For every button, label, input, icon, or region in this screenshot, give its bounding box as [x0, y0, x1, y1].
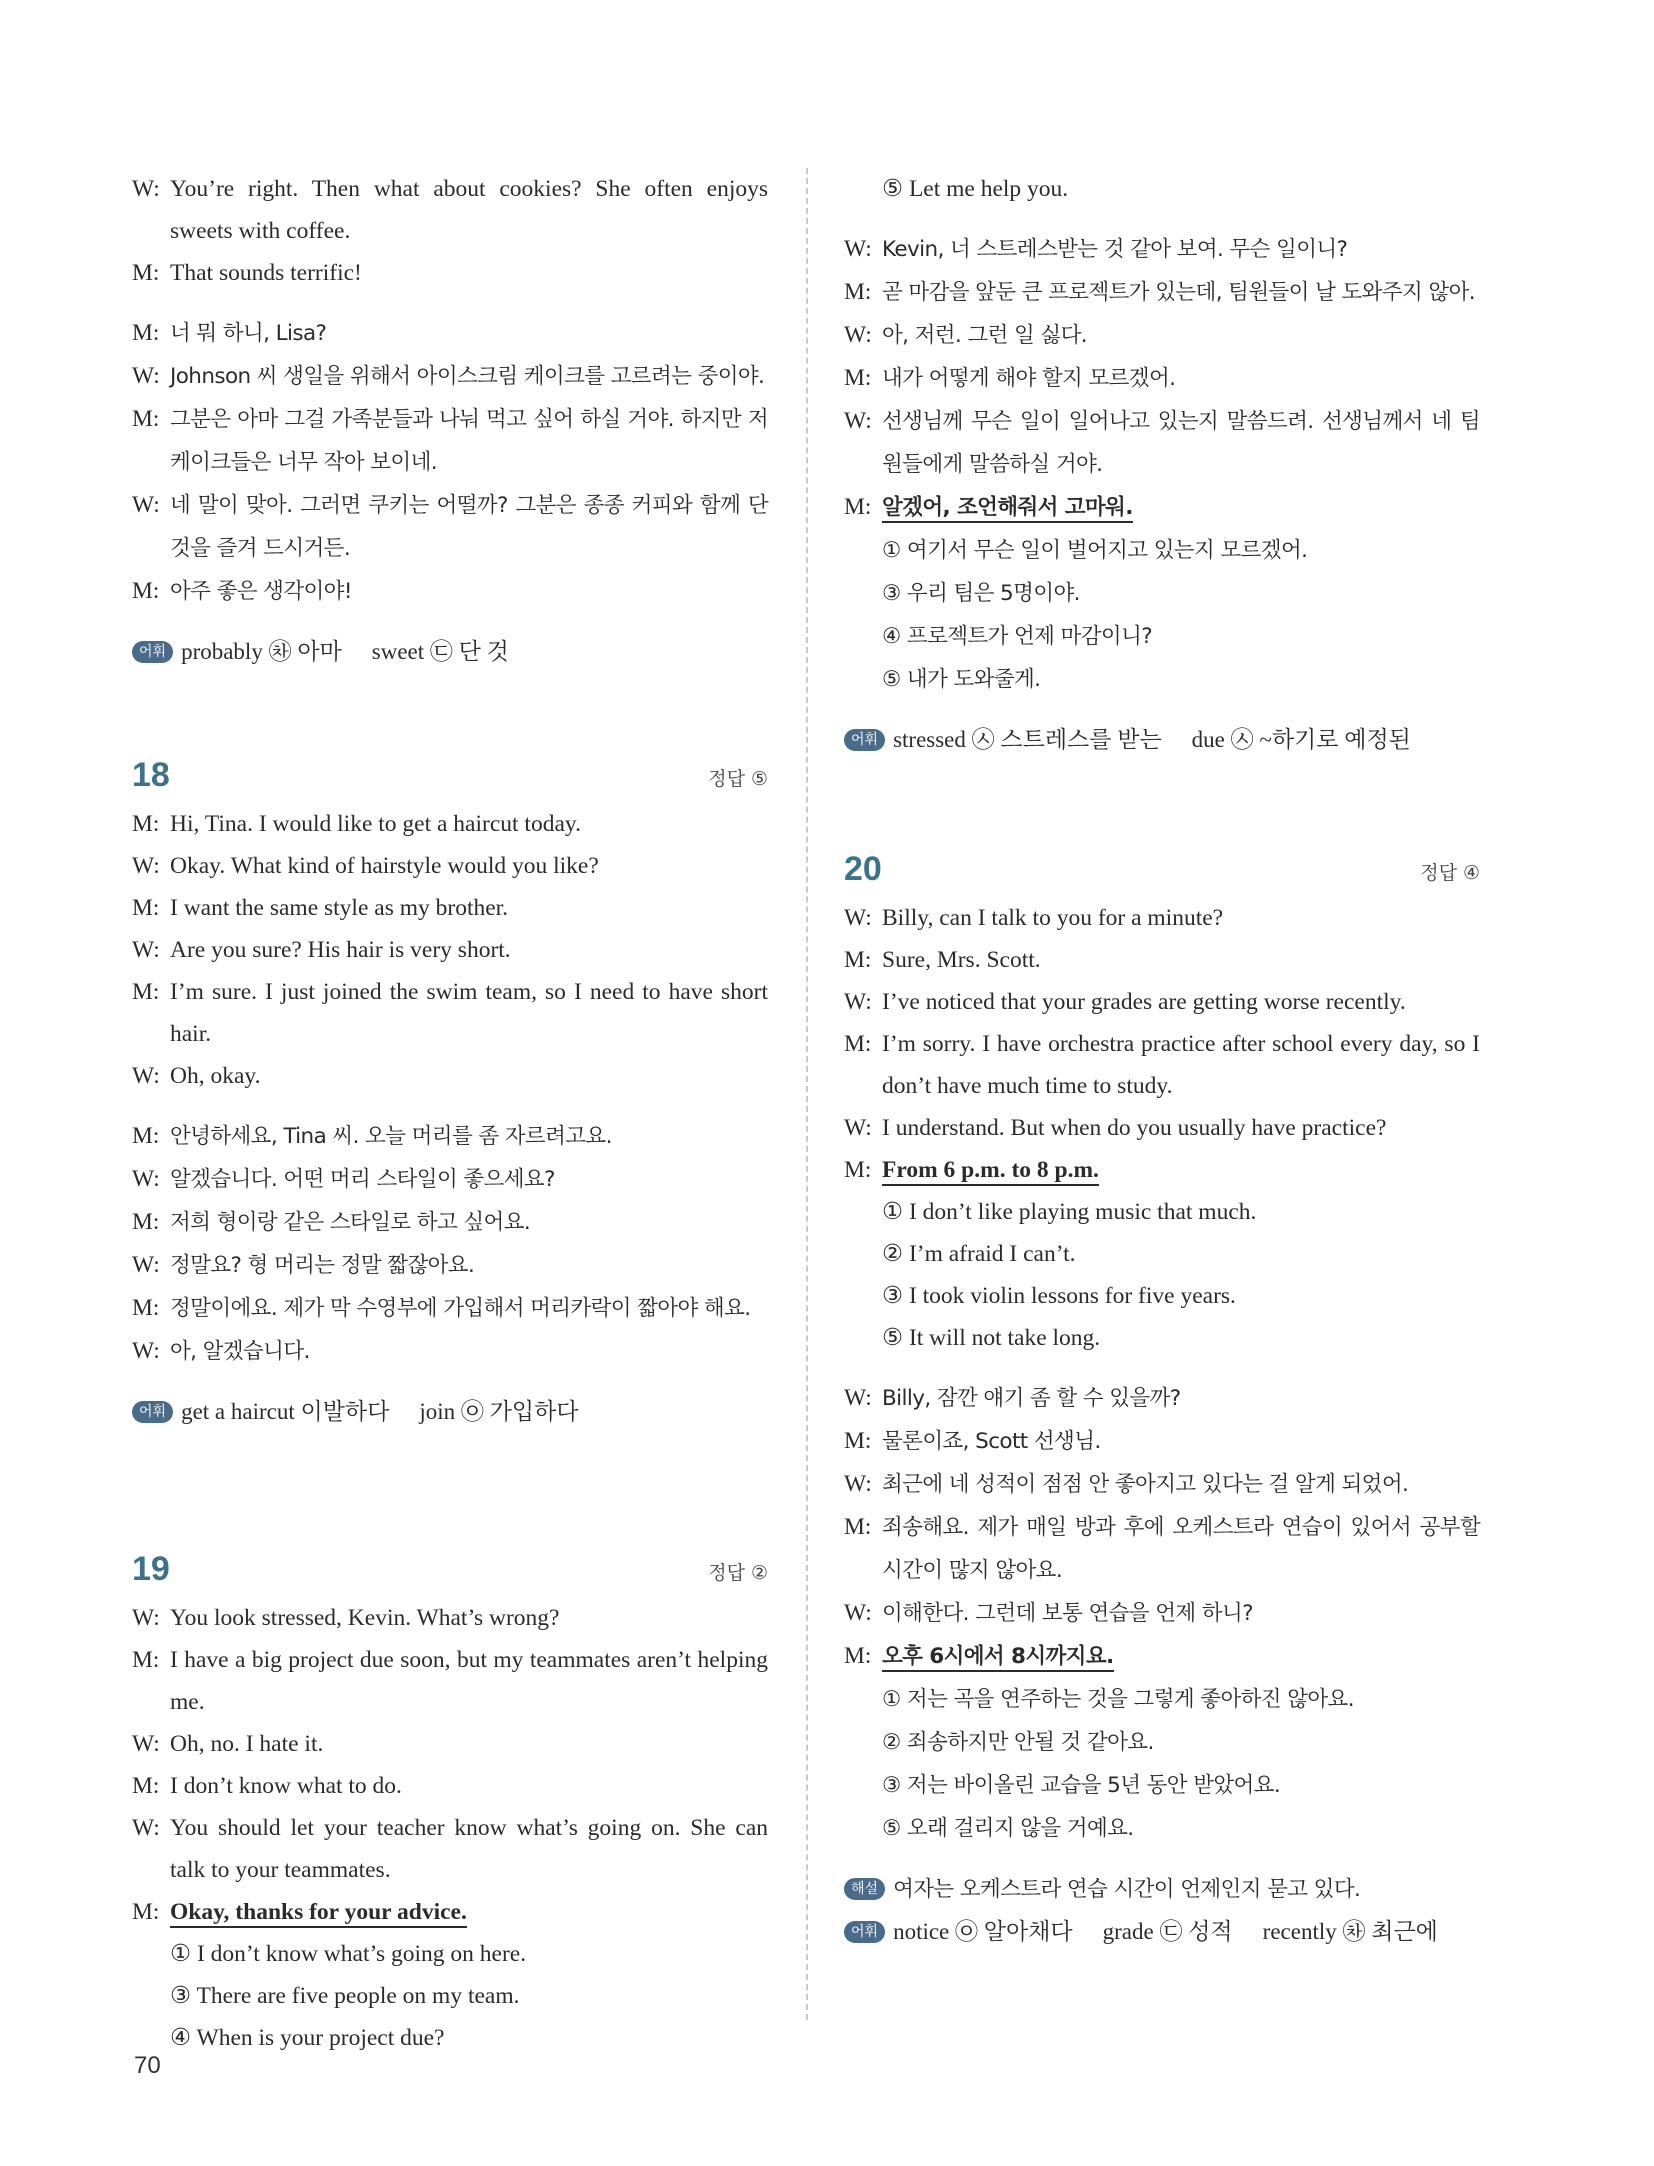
q20-korean-dialogue	[844, 1377, 1480, 1850]
dialogue-line: W: Okay. What kind of hairstyle would you like?	[132, 853, 599, 879]
choice-item: ⑤ 내가 도와줄게.	[882, 667, 1041, 692]
answer-line: M: 오후 6시에서 8시까지요.	[844, 1635, 1480, 1678]
dialogue-line: W: You’re right. Then what about cookies? She often enjoys sweets with coffee.	[132, 176, 768, 244]
choice-item: ⑤ It will not take long.	[882, 1325, 1101, 1351]
question-number: 19	[132, 1550, 170, 1588]
question-number: 20	[844, 850, 882, 888]
dialogue-line: M: 너 뭐 하니, Lisa?	[132, 320, 327, 346]
dialogue-line: W: I’ve noticed that your grades are getting worse recently.	[844, 989, 1406, 1015]
explanation-tag: 해설	[844, 1878, 885, 1900]
choice-item: ① 저는 곡을 연주하는 것을 그렇게 좋아하진 않아요.	[882, 1687, 1354, 1712]
dialogue-line: W: 이해한다. 그런데 보통 연습을 언제 하니?	[844, 1600, 1253, 1626]
answer-key: 정답 ⑤	[708, 768, 768, 790]
vocab-tag: 어휘	[132, 1401, 173, 1423]
dialogue-line: M: 정말이에요. 제가 막 수영부에 가입해서 머리카락이 짧아야 해요.	[132, 1295, 751, 1321]
choice-item: ② 죄송하지만 안될 것 같아요.	[882, 1730, 1154, 1755]
vocab-row: 어휘 get a haircut 이발하다 join ㉧ 가입하다	[132, 1391, 768, 1433]
column-divider	[806, 168, 808, 2020]
intro-korean-dialogue	[132, 312, 768, 613]
right-column	[844, 168, 1480, 1953]
dialogue-line: M: That sounds terrific!	[132, 260, 362, 286]
choice-item: ③ 우리 팀은 5명이야.	[882, 581, 1080, 606]
choice-item: ④ 프로젝트가 언제 마감이니?	[882, 624, 1153, 649]
dialogue-line: W: Billy, can I talk to you for a minute?	[844, 905, 1224, 931]
question-number: 18	[132, 756, 170, 794]
q19-continued	[844, 168, 1480, 210]
choice-item: ③ There are five people on my team.	[170, 1983, 520, 2009]
choice-item: ① I don’t like playing music that much.	[882, 1199, 1257, 1225]
dialogue-line: M: 그분은 아마 그걸 가족분들과 나눠 먹고 싶어 하실 거야. 하지만 저 케이크들은 너무 작아 보이네.	[132, 406, 768, 475]
dialogue-line: W: 네 말이 맞아. 그러면 쿠키는 어떨까? 그분은 종종 커피와 함께 단 것을 즐겨 드시거든.	[132, 492, 768, 561]
dialogue-line: W: 정말요? 형 머리는 정말 짧잖아요.	[132, 1252, 475, 1278]
dialogue-line: M: 곧 마감을 앞둔 큰 프로젝트가 있는데, 팀원들이 날 도와주지 않아.	[844, 279, 1475, 305]
dialogue-line: M: 죄송해요. 제가 매일 방과 후에 오케스트라 연습이 있어서 공부할 시간이 많지 않아요.	[844, 1514, 1480, 1583]
dialogue-line: W: Oh, okay.	[132, 1063, 261, 1089]
question-19-header	[132, 1525, 768, 1595]
q19-korean-dialogue	[844, 228, 1480, 701]
answer-key: 정답 ④	[1420, 862, 1480, 884]
vocab-row: 어휘 notice ㉧ 알아채다 grade ㉢ 성적 recently ㉷ 최근에	[844, 1911, 1480, 1953]
vocab-row: 어휘 stressed ㉦ 스트레스를 받는 due ㉦ ~하기로 예정된	[844, 719, 1480, 761]
dialogue-line: W: Oh, no. I hate it.	[132, 1731, 324, 1757]
dialogue-line: M: I’m sure. I just joined the swim team, so I need to have short hair.	[132, 979, 768, 1047]
page-number: 70	[134, 2052, 161, 2079]
vocab-tag: 어휘	[844, 1921, 885, 1943]
left-column	[132, 168, 768, 2059]
choice-item: ⑤ 오래 걸리지 않을 거예요.	[882, 1816, 1134, 1841]
q18-korean-dialogue	[132, 1115, 768, 1373]
dialogue-line: W: 아, 저런. 그런 일 싫다.	[844, 322, 1087, 348]
dialogue-line: M: I’m sorry. I have orchestra practice after school every day, so I don’t have much time to study.	[844, 1031, 1480, 1099]
dialogue-line: W: Johnson 씨 생일을 위해서 아이스크림 케이크를 고르려는 중이야.	[132, 363, 765, 389]
answer-line: M: From 6 p.m. to 8 p.m.	[844, 1149, 1480, 1191]
dialogue-line: W: Kevin, 너 스트레스받는 것 같아 보여. 무슨 일이니?	[844, 236, 1348, 262]
dialogue-line: M: Sure, Mrs. Scott.	[844, 947, 1041, 973]
dialogue-line: M: I want the same style as my brother.	[132, 895, 509, 921]
dialogue-line: W: 최근에 네 성적이 점점 안 좋아지고 있다는 걸 알게 되었어.	[844, 1471, 1409, 1497]
q20-english-dialogue	[844, 897, 1480, 1359]
choice-item: ⑤ Let me help you.	[882, 176, 1069, 202]
dialogue-line: M: I have a big project due soon, but my teammates aren’t helping me.	[132, 1647, 768, 1715]
dialogue-line: M: 물론이죠, Scott 선생님.	[844, 1428, 1101, 1454]
vocab-tag: 어휘	[844, 729, 885, 751]
answer-line: M: 알겠어, 조언해줘서 고마워.	[844, 486, 1480, 529]
dialogue-line: M: 내가 어떻게 해야 할지 모르겠어.	[844, 365, 1176, 391]
dialogue-line: M: Hi, Tina. I would like to get a haircut today.	[132, 811, 581, 837]
answer-line: M: Okay, thanks for your advice.	[132, 1891, 768, 1933]
choice-item: ① 여기서 무슨 일이 벌어지고 있는지 모르겠어.	[882, 538, 1308, 563]
dialogue-line: W: You look stressed, Kevin. What’s wrong?	[132, 1605, 560, 1631]
choice-item: ④ When is your project due?	[170, 2025, 445, 2051]
choice-item: ① I don’t know what’s going on here.	[170, 1941, 527, 1967]
dialogue-line: W: Billy, 잠깐 얘기 좀 할 수 있을까?	[844, 1385, 1181, 1411]
choice-item: ③ I took violin lessons for five years.	[882, 1283, 1236, 1309]
answer-key: 정답 ②	[708, 1562, 768, 1584]
explanation-row: 해설 여자는 오케스트라 연습 시간이 언제인지 묻고 있다.	[844, 1868, 1480, 1911]
dialogue-line: M: 저희 형이랑 같은 스타일로 하고 싶어요.	[132, 1209, 531, 1235]
dialogue-line: W: I understand. But when do you usually have practice?	[844, 1115, 1387, 1141]
question-18-header	[132, 731, 768, 801]
dialogue-line: W: Are you sure? His hair is very short.	[132, 937, 511, 963]
q19-english-dialogue	[132, 1597, 768, 2059]
choice-item: ③ 저는 바이올린 교습을 5년 동안 받았어요.	[882, 1773, 1281, 1798]
dialogue-line: W: 선생님께 무슨 일이 일어나고 있는지 말씀드려. 선생님께서 네 팀원들에게 말씀하실 거야.	[844, 408, 1480, 477]
vocab-tag: 어휘	[132, 641, 173, 663]
intro-english-dialogue	[132, 168, 768, 294]
dialogue-line: M: 아주 좋은 생각이야!	[132, 578, 352, 604]
dialogue-line: M: 안녕하세요, Tina 씨. 오늘 머리를 좀 자르려고요.	[132, 1123, 612, 1149]
dialogue-line: W: You should let your teacher know what’s going on. She can talk to your teammates.	[132, 1815, 768, 1883]
question-20-header	[844, 825, 1480, 895]
dialogue-line: M: I don’t know what to do.	[132, 1773, 402, 1799]
dialogue-line: W: 알겠습니다. 어떤 머리 스타일이 좋으세요?	[132, 1166, 555, 1192]
choice-item: ② I’m afraid I can’t.	[882, 1241, 1076, 1267]
dialogue-line: W: 아, 알겠습니다.	[132, 1338, 310, 1364]
q18-english-dialogue	[132, 803, 768, 1097]
vocab-row: 어휘 probably ㉷ 아마 sweet ㉢ 단 것	[132, 631, 768, 673]
